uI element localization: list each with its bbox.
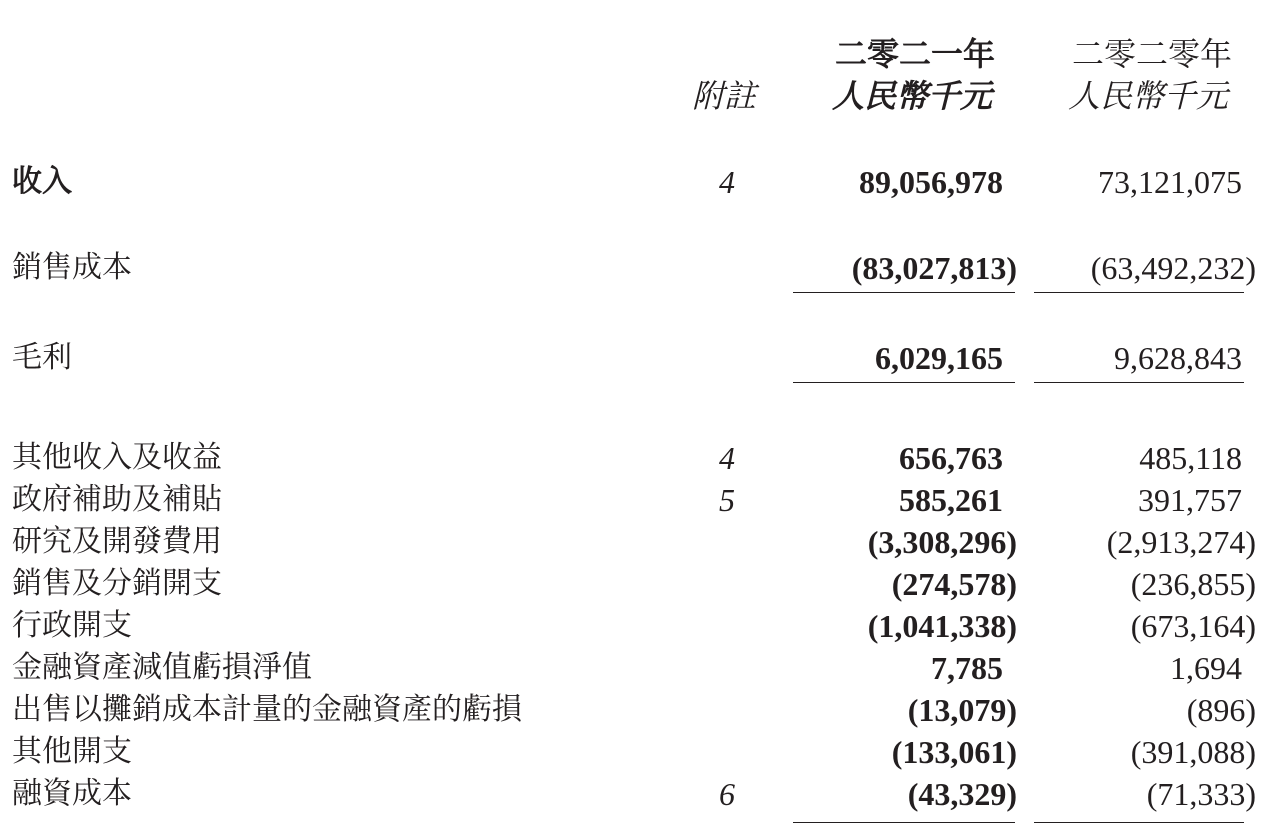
value-2020: 485,118 [1139,440,1242,476]
value-2021: (13,079) [907,692,1017,728]
value-2020: (236,855) [1130,566,1256,602]
row-label: 行政開支 [12,608,132,643]
value-2021: (274,578) [891,566,1017,602]
value-2021: (1,041,338) [867,608,1017,644]
row-note: 5 [719,482,735,518]
value-2021: (133,061) [891,734,1017,770]
row-label: 毛利 [12,340,72,375]
table-row [0,564,1266,604]
subtotal-rule-2021 [793,292,1015,293]
table-row [0,732,1266,772]
value-2020: (673,164) [1130,608,1256,644]
subtotal-rule-2020 [1034,382,1244,383]
value-2020: (391,088) [1130,734,1256,770]
value-2021: 656,763 [899,440,1003,476]
row-label: 出售以攤銷成本計量的金融資產的虧損 [12,692,522,727]
row-label: 研究及開發費用 [12,524,222,559]
subtotal-rule-2020 [1034,292,1244,293]
row-note: 6 [719,776,735,812]
table-row [0,248,1266,288]
table-row [0,774,1266,814]
subtotal-rule-2021 [793,822,1015,823]
table-row [0,338,1266,378]
value-2020: (2,913,274) [1106,524,1256,560]
table-row [0,162,1266,202]
row-label: 收入 [12,164,72,199]
table-row [0,522,1266,562]
subtotal-rule-2020 [1034,822,1244,823]
header-unit-2021: 人民幣千元 [832,77,993,115]
value-2021: (3,308,296) [867,524,1017,560]
row-label: 融資成本 [12,776,132,811]
table-row [0,438,1266,478]
value-2021: 6,029,165 [875,340,1003,376]
row-note: 4 [719,440,735,476]
row-label: 其他開支 [12,734,132,769]
value-2021: 585,261 [899,482,1003,518]
row-note: 4 [719,164,735,200]
table-row [0,690,1266,730]
header-notes: 附註 [692,77,757,115]
value-2021: 89,056,978 [859,164,1003,200]
table-row [0,480,1266,520]
header-unit-2020: 人民幣千元 [1068,77,1229,115]
value-2020: 391,757 [1138,482,1242,518]
value-2020: (896) [1186,692,1256,728]
value-2021: (83,027,813) [851,250,1017,286]
value-2020: (63,492,232) [1090,250,1256,286]
row-label: 銷售成本 [12,250,132,285]
row-label: 銷售及分銷開支 [12,566,222,601]
value-2020: 73,121,075 [1098,164,1242,200]
row-label: 其他收入及收益 [12,440,222,475]
table-row [0,606,1266,646]
header-year-2020: 二零二零年 [1072,35,1233,73]
value-2020: 1,694 [1170,650,1242,686]
value-2020: 9,628,843 [1114,340,1242,376]
value-2021: (43,329) [907,776,1017,812]
row-label: 政府補助及補貼 [12,482,222,517]
row-label: 金融資產減值虧損淨值 [12,650,312,685]
table-row [0,648,1266,688]
subtotal-rule-2021 [793,382,1015,383]
value-2021: 7,785 [931,650,1003,686]
value-2020: (71,333) [1146,776,1256,812]
header-year-2021: 二零二一年 [835,35,996,73]
